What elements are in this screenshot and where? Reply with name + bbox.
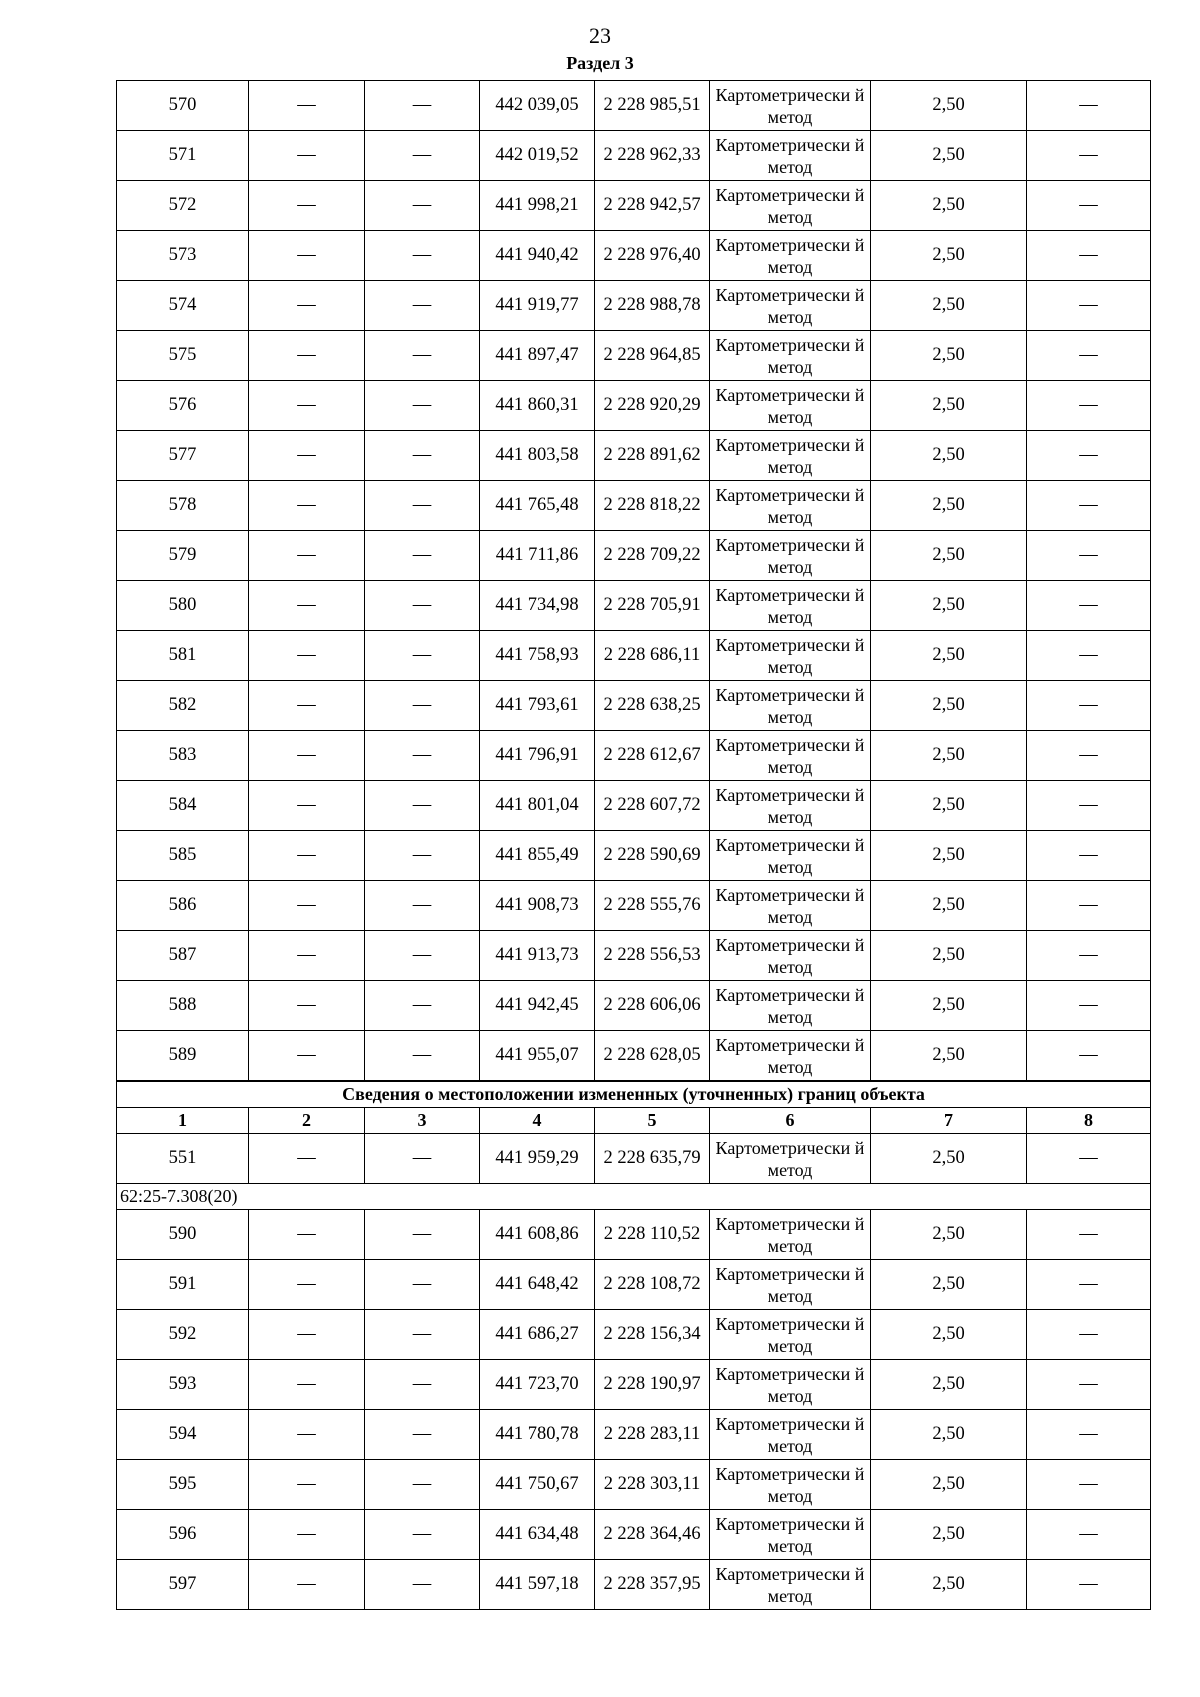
coordinate-x: 441 860,31 (480, 381, 595, 431)
coordinate-x: 441 597,18 (480, 1560, 595, 1610)
coordinate-y: 2 228 985,51 (595, 81, 710, 131)
empty-dash: — (365, 281, 480, 331)
empty-dash: — (249, 681, 365, 731)
empty-dash: — (249, 631, 365, 681)
coordinate-x: 441 998,21 (480, 181, 595, 231)
method: Картометрически й метод (710, 281, 871, 331)
point-number: 594 (117, 1410, 249, 1460)
empty-dash: — (1027, 181, 1151, 231)
coordinate-y: 2 228 638,25 (595, 681, 710, 731)
table-row (117, 581, 1151, 631)
coordinate-y: 2 228 110,52 (595, 1210, 710, 1260)
method: Картометрически й метод (710, 681, 871, 731)
coordinate-x: 441 908,73 (480, 881, 595, 931)
section-title: Раздел 3 (566, 53, 634, 73)
table-row (117, 1210, 1151, 1260)
table-row (117, 531, 1151, 581)
empty-dash: — (365, 481, 480, 531)
empty-dash: — (365, 931, 480, 981)
empty-dash: — (249, 1310, 365, 1360)
coordinate-y: 2 228 628,05 (595, 1031, 710, 1082)
empty-dash: — (249, 331, 365, 381)
coordinate-x: 441 855,49 (480, 831, 595, 881)
method: Картометрически й метод (710, 731, 871, 781)
accuracy: 2,50 (871, 1510, 1027, 1560)
accuracy: 2,50 (871, 331, 1027, 381)
empty-dash: — (365, 81, 480, 131)
empty-dash: — (1027, 1510, 1151, 1560)
empty-dash: — (1027, 1031, 1151, 1082)
table-row (117, 281, 1151, 331)
point-number: 574 (117, 281, 249, 331)
coordinate-x: 441 913,73 (480, 931, 595, 981)
empty-dash: — (1027, 781, 1151, 831)
coordinate-y: 2 228 976,40 (595, 231, 710, 281)
point-number: 586 (117, 881, 249, 931)
point-number: 577 (117, 431, 249, 481)
method: Картометрически й метод (710, 131, 871, 181)
coordinate-x: 441 801,04 (480, 781, 595, 831)
point-number: 571 (117, 131, 249, 181)
table-row (117, 631, 1151, 681)
method: Картометрически й метод (710, 1310, 871, 1360)
coordinate-x: 442 039,05 (480, 81, 595, 131)
table-row (117, 181, 1151, 231)
table-row (117, 1260, 1151, 1310)
coordinate-y: 2 228 108,72 (595, 1260, 710, 1310)
point-number: 597 (117, 1560, 249, 1610)
table-row (117, 1360, 1151, 1410)
point-number: 578 (117, 481, 249, 531)
coordinate-y: 2 228 607,72 (595, 781, 710, 831)
method: Картометрически й метод (710, 1134, 871, 1184)
table-row (117, 981, 1151, 1031)
coordinate-y: 2 228 364,46 (595, 1510, 710, 1560)
accuracy: 2,50 (871, 981, 1027, 1031)
point-number: 596 (117, 1510, 249, 1560)
empty-dash: — (365, 1260, 480, 1310)
coordinate-y: 2 228 303,11 (595, 1460, 710, 1510)
empty-dash: — (365, 131, 480, 181)
coordinate-x: 441 758,93 (480, 631, 595, 681)
table-row (117, 1510, 1151, 1560)
method: Картометрически й метод (710, 181, 871, 231)
empty-dash: — (249, 131, 365, 181)
coordinate-y: 2 228 612,67 (595, 731, 710, 781)
point-number: 572 (117, 181, 249, 231)
coordinate-y: 2 228 556,53 (595, 931, 710, 981)
empty-dash: — (249, 81, 365, 131)
coordinate-x: 441 793,61 (480, 681, 595, 731)
coordinate-x: 441 634,48 (480, 1510, 595, 1560)
method: Картометрически й метод (710, 1560, 871, 1610)
coordinate-x: 441 648,42 (480, 1260, 595, 1310)
empty-dash: — (1027, 1310, 1151, 1360)
page-number: 23 (589, 23, 611, 48)
empty-dash: — (365, 1031, 480, 1082)
empty-dash: — (1027, 1260, 1151, 1310)
empty-dash: — (1027, 231, 1151, 281)
table-row (117, 1310, 1151, 1360)
point-number: 595 (117, 1460, 249, 1510)
accuracy: 2,50 (871, 881, 1027, 931)
coordinates-table (116, 80, 1151, 1610)
empty-dash: — (249, 831, 365, 881)
point-number: 579 (117, 531, 249, 581)
point-number: 584 (117, 781, 249, 831)
empty-dash: — (249, 181, 365, 231)
column-number: 8 (1027, 1108, 1151, 1134)
coordinate-y: 2 228 606,06 (595, 981, 710, 1031)
empty-dash: — (365, 731, 480, 781)
table-row (117, 1134, 1151, 1184)
method: Картометрически й метод (710, 1210, 871, 1260)
empty-dash: — (365, 531, 480, 581)
accuracy: 2,50 (871, 481, 1027, 531)
table-row (117, 431, 1151, 481)
method: Картометрически й метод (710, 931, 871, 981)
coordinates-group-1 (117, 81, 1151, 1082)
method: Картометрически й метод (710, 1260, 871, 1310)
method: Картометрически й метод (710, 1410, 871, 1460)
method: Картометрически й метод (710, 481, 871, 531)
method: Картометрически й метод (710, 781, 871, 831)
table-row (117, 831, 1151, 881)
point-number: 581 (117, 631, 249, 681)
column-number: 5 (595, 1108, 710, 1134)
coordinates-group-3 (117, 1210, 1151, 1610)
accuracy: 2,50 (871, 381, 1027, 431)
coordinates-group-2 (117, 1134, 1151, 1184)
empty-dash: — (365, 1360, 480, 1410)
empty-dash: — (249, 1460, 365, 1510)
empty-dash: — (1027, 1134, 1151, 1184)
empty-dash: — (249, 1260, 365, 1310)
object-id-row (117, 1184, 1151, 1210)
column-number: 2 (249, 1108, 365, 1134)
empty-dash: — (249, 1360, 365, 1410)
empty-dash: — (365, 331, 480, 381)
empty-dash: — (249, 1031, 365, 1082)
coordinate-y: 2 228 190,97 (595, 1360, 710, 1410)
empty-dash: — (365, 1134, 480, 1184)
point-number: 580 (117, 581, 249, 631)
coordinate-x: 441 803,58 (480, 431, 595, 481)
point-number: 585 (117, 831, 249, 881)
empty-dash: — (249, 481, 365, 531)
method: Картометрически й метод (710, 431, 871, 481)
method: Картометрически й метод (710, 831, 871, 881)
point-number: 593 (117, 1360, 249, 1410)
empty-dash: — (365, 831, 480, 881)
coordinate-x: 441 765,48 (480, 481, 595, 531)
empty-dash: — (365, 1510, 480, 1560)
table-row (117, 81, 1151, 131)
empty-dash: — (1027, 681, 1151, 731)
accuracy: 2,50 (871, 281, 1027, 331)
table-row (117, 881, 1151, 931)
empty-dash: — (365, 1560, 480, 1610)
coordinate-x: 441 959,29 (480, 1134, 595, 1184)
empty-dash: — (365, 581, 480, 631)
empty-dash: — (1027, 931, 1151, 981)
table-row (117, 731, 1151, 781)
method: Картометрически й метод (710, 631, 871, 681)
coordinate-x: 442 019,52 (480, 131, 595, 181)
empty-dash: — (1027, 881, 1151, 931)
accuracy: 2,50 (871, 431, 1027, 481)
point-number: 588 (117, 981, 249, 1031)
coordinate-x: 441 750,67 (480, 1460, 595, 1510)
table-row (117, 331, 1151, 381)
accuracy: 2,50 (871, 231, 1027, 281)
accuracy: 2,50 (871, 581, 1027, 631)
coordinate-y: 2 228 590,69 (595, 831, 710, 881)
section-header: Сведения о местоположении измененных (уточненных) границ объекта (117, 1081, 1151, 1108)
accuracy: 2,50 (871, 1260, 1027, 1310)
table-row (117, 931, 1151, 981)
empty-dash: — (365, 1310, 480, 1360)
accuracy: 2,50 (871, 1360, 1027, 1410)
table-row (117, 1031, 1151, 1082)
empty-dash: — (1027, 381, 1151, 431)
coordinate-y: 2 228 705,91 (595, 581, 710, 631)
empty-dash: — (365, 231, 480, 281)
table-row (117, 681, 1151, 731)
empty-dash: — (249, 1510, 365, 1560)
method: Картометрически й метод (710, 1031, 871, 1082)
empty-dash: — (249, 581, 365, 631)
column-number: 6 (710, 1108, 871, 1134)
coordinate-x: 441 780,78 (480, 1410, 595, 1460)
empty-dash: — (1027, 731, 1151, 781)
accuracy: 2,50 (871, 631, 1027, 681)
method: Картометрически й метод (710, 581, 871, 631)
empty-dash: — (365, 181, 480, 231)
table-row (117, 1560, 1151, 1610)
empty-dash: — (1027, 631, 1151, 681)
point-number: 583 (117, 731, 249, 781)
method: Картометрически й метод (710, 531, 871, 581)
table-row (117, 1460, 1151, 1510)
coordinate-x: 441 723,70 (480, 1360, 595, 1410)
coordinate-x: 441 686,27 (480, 1310, 595, 1360)
coordinate-y: 2 228 156,34 (595, 1310, 710, 1360)
empty-dash: — (1027, 981, 1151, 1031)
coordinate-x: 441 734,98 (480, 581, 595, 631)
accuracy: 2,50 (871, 1460, 1027, 1510)
empty-dash: — (249, 1134, 365, 1184)
empty-dash: — (1027, 531, 1151, 581)
coordinate-y: 2 228 635,79 (595, 1134, 710, 1184)
empty-dash: — (365, 881, 480, 931)
changed-boundaries-header-group (117, 1081, 1151, 1134)
empty-dash: — (249, 381, 365, 431)
accuracy: 2,50 (871, 1031, 1027, 1082)
accuracy: 2,50 (871, 731, 1027, 781)
coordinate-x: 441 955,07 (480, 1031, 595, 1082)
empty-dash: — (365, 681, 480, 731)
method: Картометрически й метод (710, 881, 871, 931)
accuracy: 2,50 (871, 81, 1027, 131)
method: Картометрически й метод (710, 1460, 871, 1510)
point-number: 590 (117, 1210, 249, 1260)
accuracy: 2,50 (871, 1560, 1027, 1610)
coordinate-y: 2 228 283,11 (595, 1410, 710, 1460)
accuracy: 2,50 (871, 1310, 1027, 1360)
empty-dash: — (1027, 481, 1151, 531)
method: Картометрически й метод (710, 381, 871, 431)
empty-dash: — (1027, 581, 1151, 631)
empty-dash: — (1027, 281, 1151, 331)
coordinate-y: 2 228 962,33 (595, 131, 710, 181)
coordinate-x: 441 919,77 (480, 281, 595, 331)
method: Картометрически й метод (710, 331, 871, 381)
table-row (117, 1410, 1151, 1460)
empty-dash: — (1027, 1210, 1151, 1260)
coordinate-x: 441 608,86 (480, 1210, 595, 1260)
column-number: 3 (365, 1108, 480, 1134)
empty-dash: — (1027, 131, 1151, 181)
column-numbers-row (117, 1108, 1151, 1134)
table-row (117, 381, 1151, 431)
point-number: 591 (117, 1260, 249, 1310)
empty-dash: — (1027, 331, 1151, 381)
column-number: 7 (871, 1108, 1027, 1134)
empty-dash: — (1027, 831, 1151, 881)
coordinate-x: 441 942,45 (480, 981, 595, 1031)
table-row (117, 131, 1151, 181)
empty-dash: — (249, 881, 365, 931)
accuracy: 2,50 (871, 681, 1027, 731)
coordinate-y: 2 228 555,76 (595, 881, 710, 931)
coordinate-y: 2 228 988,78 (595, 281, 710, 331)
point-number: 589 (117, 1031, 249, 1082)
empty-dash: — (1027, 1560, 1151, 1610)
coordinate-x: 441 796,91 (480, 731, 595, 781)
method: Картометрически й метод (710, 981, 871, 1031)
empty-dash: — (249, 1410, 365, 1460)
point-number: 582 (117, 681, 249, 731)
empty-dash: — (249, 431, 365, 481)
point-number: 576 (117, 381, 249, 431)
accuracy: 2,50 (871, 831, 1027, 881)
point-number: 592 (117, 1310, 249, 1360)
empty-dash: — (365, 1210, 480, 1260)
method: Картометрически й метод (710, 81, 871, 131)
empty-dash: — (1027, 81, 1151, 131)
coordinate-x: 441 940,42 (480, 231, 595, 281)
empty-dash: — (365, 781, 480, 831)
empty-dash: — (365, 381, 480, 431)
empty-dash: — (365, 431, 480, 481)
empty-dash: — (365, 1410, 480, 1460)
accuracy: 2,50 (871, 931, 1027, 981)
accuracy: 2,50 (871, 781, 1027, 831)
empty-dash: — (365, 981, 480, 1031)
empty-dash: — (249, 931, 365, 981)
column-number: 4 (480, 1108, 595, 1134)
empty-dash: — (249, 531, 365, 581)
point-number: 575 (117, 331, 249, 381)
coordinate-y: 2 228 964,85 (595, 331, 710, 381)
coordinate-y: 2 228 818,22 (595, 481, 710, 531)
accuracy: 2,50 (871, 131, 1027, 181)
method: Картометрически й метод (710, 231, 871, 281)
table-row (117, 231, 1151, 281)
empty-dash: — (249, 231, 365, 281)
coordinate-y: 2 228 942,57 (595, 181, 710, 231)
accuracy: 2,50 (871, 181, 1027, 231)
empty-dash: — (249, 981, 365, 1031)
empty-dash: — (249, 1210, 365, 1260)
point-number: 570 (117, 81, 249, 131)
empty-dash: — (249, 781, 365, 831)
accuracy: 2,50 (871, 531, 1027, 581)
method: Картометрически й метод (710, 1510, 871, 1560)
empty-dash: — (249, 281, 365, 331)
empty-dash: — (365, 1460, 480, 1510)
coordinate-x: 441 711,86 (480, 531, 595, 581)
object-id: 62:25-7.308(20) (117, 1184, 1151, 1210)
point-number: 551 (117, 1134, 249, 1184)
coordinate-y: 2 228 920,29 (595, 381, 710, 431)
empty-dash: — (249, 1560, 365, 1610)
empty-dash: — (1027, 1460, 1151, 1510)
accuracy: 2,50 (871, 1134, 1027, 1184)
coordinate-y: 2 228 709,22 (595, 531, 710, 581)
empty-dash: — (1027, 1410, 1151, 1460)
coordinate-y: 2 228 357,95 (595, 1560, 710, 1610)
point-number: 587 (117, 931, 249, 981)
empty-dash: — (249, 731, 365, 781)
accuracy: 2,50 (871, 1410, 1027, 1460)
method: Картометрически й метод (710, 1360, 871, 1410)
empty-dash: — (1027, 431, 1151, 481)
accuracy: 2,50 (871, 1210, 1027, 1260)
object-id-group (117, 1184, 1151, 1210)
coordinate-y: 2 228 686,11 (595, 631, 710, 681)
coordinate-y: 2 228 891,62 (595, 431, 710, 481)
table-row (117, 781, 1151, 831)
empty-dash: — (1027, 1360, 1151, 1410)
point-number: 573 (117, 231, 249, 281)
table-row (117, 481, 1151, 531)
column-number: 1 (117, 1108, 249, 1134)
empty-dash: — (365, 631, 480, 681)
section-header-row (117, 1081, 1151, 1108)
coordinate-x: 441 897,47 (480, 331, 595, 381)
